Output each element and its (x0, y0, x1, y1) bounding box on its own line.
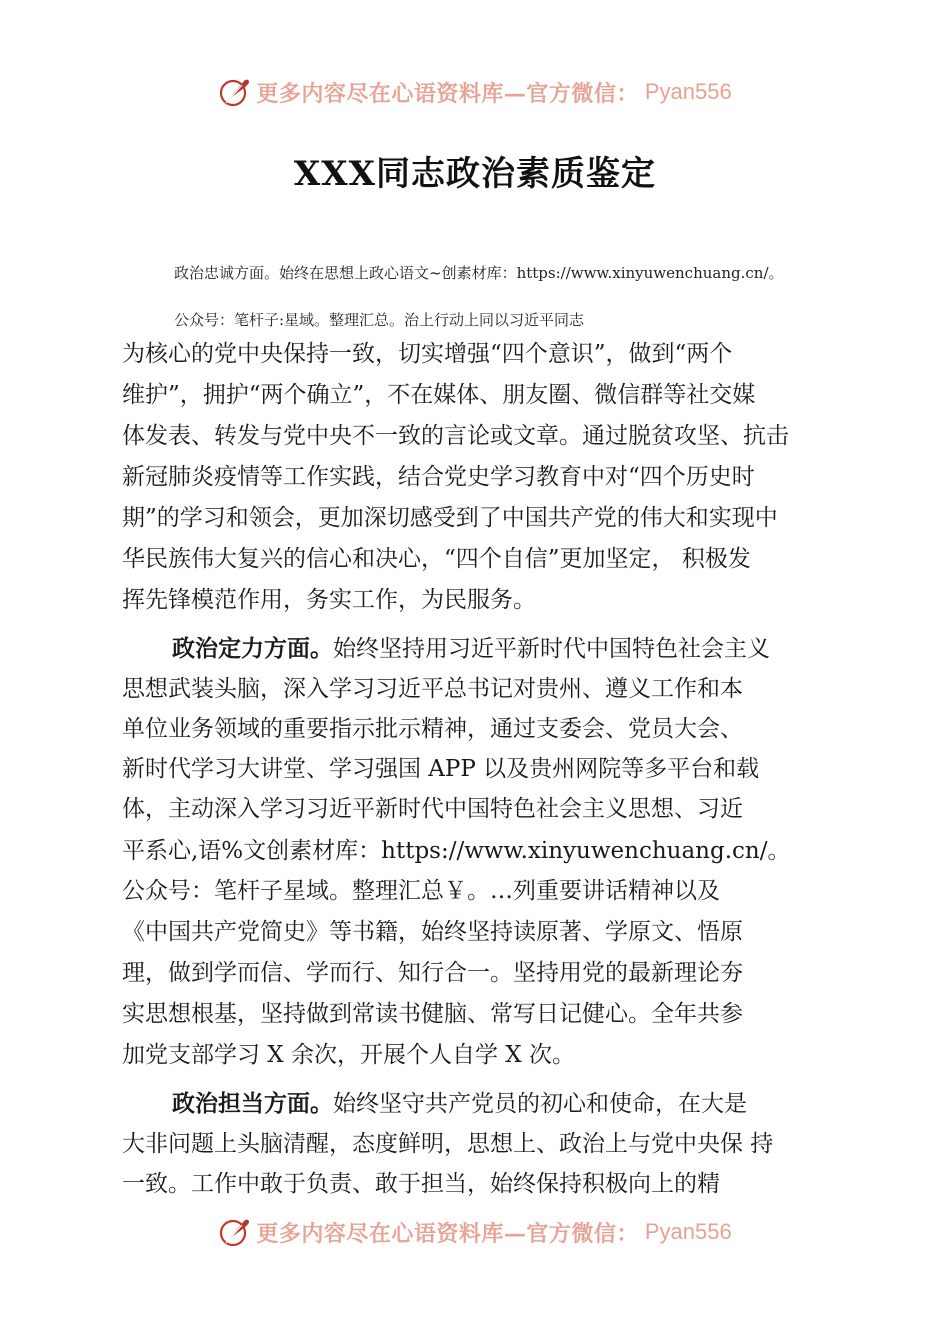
para1-line: 挥先锋模范作用，务实工作，为民服务。 (122, 587, 536, 613)
feather-pen-circle-logo-icon (218, 75, 252, 109)
para3-line: 大非问题上头脑清醒，态度鲜明，思想上、政治上与党中央保 持 (122, 1131, 774, 1157)
para2-line: 公众号：笔杆子星域。整理汇总￥。…列重要讲话精神以及 (122, 878, 720, 904)
banner-wechat-id: Pyan556 (644, 79, 732, 104)
para2-line: 新时代学习大讲堂、学习强国 APP 以及贵州网院等多平台和载 (122, 756, 760, 782)
document-title: XXX同志政治素质鉴定 (293, 154, 657, 194)
para2-line: 单位业务领域的重要指示批示精神，通过支委会、党员大会、 (122, 716, 743, 742)
para2-line: 理，做到学而信、学而行、知行合一。坚持用党的最新理论夯 (122, 960, 743, 986)
banner-text: 更多内容尽在心语资料库—官方微信： (256, 1220, 639, 1247)
para2-line: 体，主动深入学习习近平新时代中国特色社会主义思想、习近 (122, 796, 743, 822)
para2-heading: 政治定力方面。 (172, 636, 333, 662)
para2-line: 思想武装头脑，深入学习习近平总书记对贵州、遵义工作和本 (122, 676, 743, 702)
para2-line: 实思想根基，坚持做到常读书健脑、常写日记健心。全年共参 (122, 1001, 743, 1027)
feather-pen-circle-logo-icon (218, 1215, 252, 1249)
para2-line: 加党支部学习 X 余次，开展个人自学 X 次。 (122, 1042, 575, 1068)
banner-wechat-id: Pyan556 (644, 1219, 732, 1244)
para1-line: 体发表、转发与党中央不一致的言论或文章。通过脱贫攻坚、抗击 (122, 423, 789, 449)
intro-line-2: 公众号：笔杆子:星域。整理汇总。治上行动上同以习近平同志 (174, 311, 585, 329)
banner-text: 更多内容尽在心语资料库—官方微信： (256, 80, 639, 107)
para3-first-line-text: 始终坚守共产党员的初心和使命，在大是 (333, 1091, 747, 1117)
intro-line-1: 政治忠诚方面。始终在思想上政心语文~创素材库：https://www.xinyuwenchuang.cn/。 (174, 264, 784, 282)
para2-line: 《中国共产党简史》等书籍，始终坚持读原著、学原文、悟原 (122, 919, 743, 945)
para3-first-line (172, 1088, 747, 1120)
para1-line: 期”的学习和领会，更加深切感受到了中国共产党的伟大和实现中 (122, 505, 778, 531)
para1-line: 为核心的党中央保持一致，切实增强“四个意识”，做到“两个 (122, 341, 733, 367)
para3-line: 一致。工作中敢于负责、敢于担当，始终保持积极向上的精 (122, 1171, 720, 1197)
header-banner (0, 70, 950, 114)
para1-line: 华民族伟大复兴的信心和决心，“四个自信”更加坚定， 积极发 (122, 546, 751, 572)
para2-first-line-text: 始终坚持用习近平新时代中国特色社会主义 (333, 636, 770, 662)
para1-line: 新冠肺炎疫情等工作实践，结合党史学习教育中对“四个历史时 (122, 464, 755, 490)
para3-heading: 政治担当方面。 (172, 1091, 333, 1117)
para2-line: 平系心,语%文创素材库：https://www.xinyuwenchuang.cn/。 (122, 838, 791, 864)
footer-banner (0, 1210, 950, 1254)
para1-line: 维护”，拥护“两个确立”，不在媒体、朋友圈、微信群等社交媒 (122, 382, 756, 408)
para2-first-line (172, 633, 770, 665)
